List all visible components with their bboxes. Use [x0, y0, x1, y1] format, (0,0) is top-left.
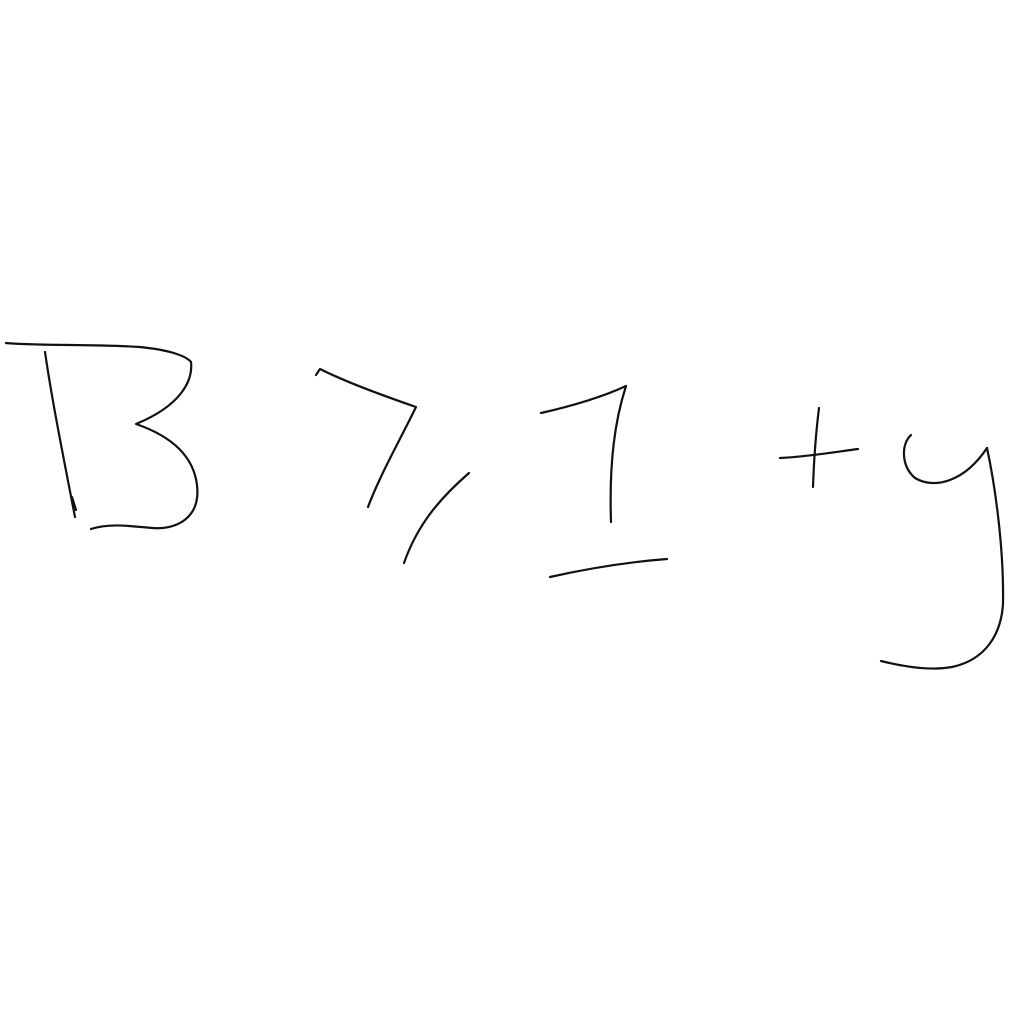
glyph-b-stem	[45, 352, 75, 517]
handwritten-expression	[6, 343, 1003, 669]
glyph-one-underline	[550, 559, 667, 577]
glyph-one-stem	[611, 386, 626, 522]
glyph-y-left-arc	[904, 435, 987, 483]
glyph-b	[6, 343, 197, 529]
glyph-slash-stroke	[404, 473, 469, 563]
glyph-y-tail	[881, 448, 1003, 669]
glyph-plus-vertical	[813, 408, 819, 487]
glyph-seven-stroke	[316, 369, 416, 507]
glyph-one	[541, 386, 667, 577]
glyph-one-top	[541, 386, 626, 413]
glyph-plus	[780, 408, 858, 487]
glyph-plus-horizontal	[780, 449, 858, 458]
glyph-seven	[316, 369, 416, 507]
glyph-y	[881, 435, 1003, 669]
glyph-b-top-bar	[6, 343, 191, 362]
glyph-b-bowls	[91, 362, 197, 529]
glyph-slash	[404, 473, 469, 563]
